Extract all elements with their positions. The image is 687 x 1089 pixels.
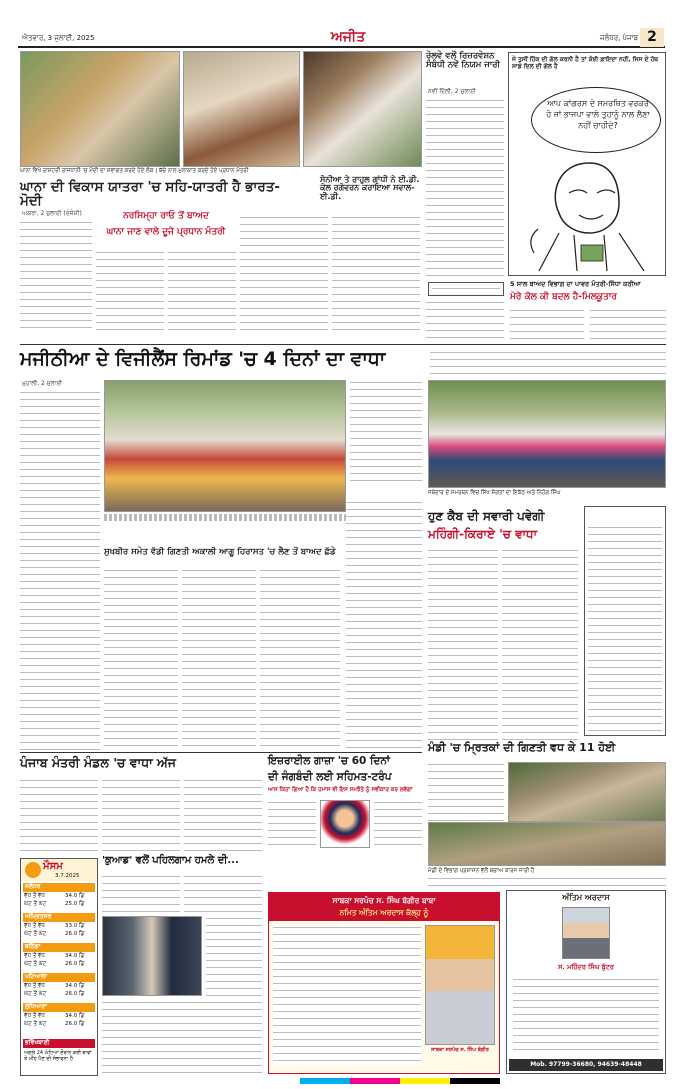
paath-ad-photo-caption: ਸਾਬਕਾ ਸਰਪੰਚ ਸ. ਸਿੰਘ ਬੱਗੀਰ [431,1047,489,1053]
city-max: 34.0 ਡਿ [65,1013,85,1019]
ghana-body-col1 [20,220,92,332]
weather-city [21,943,97,972]
antim-ad-photo [562,907,610,959]
city-name: ਲੁਧਿਆਣਾ [23,1003,95,1012]
cab-headline-1: ਹੁਣ ਕੈਬ ਦੀ ਸਵਾਰੀ ਪਵੇਗੀ [428,509,545,523]
side-note-lines [432,286,500,294]
cartoon-header: ਜੇ ਤੁਸੀਂ ਹਿੱਕ ਦੀ ਗੱਲ ਕਰਨੀ ਹੈ ਤਾਂ ਕੋਈ ਫ਼ਾਇਦਾ ਨਹੀਂ, ਜਿਸ ਦੇ ਹੱਥ ਸਾਡੇ ਦਿਲ ਦੀ ਗੱਲ ਹੈ [512,56,659,70]
majithia-right-body [430,350,666,374]
weather-city [21,973,97,1002]
photo-modi-girl [303,51,422,167]
mid-body-col4 [346,500,422,750]
mandi-headline: ਮੰਡੀ 'ਚ ਮ੍ਰਿਤਕਾਂ ਦੀ ਗਿਣਤੀ ਵਧ ਕੇ 11 ਹੋਈ [428,741,616,754]
cabinet-body-col3 [184,778,262,856]
sonia-headline: ਸੋਨੀਆ ਤੇ ਰਾਹੁਲ ਗਾਂਧੀ ਨੇ ਈ.ਡੀ. ਕੋਲ ਰਗੋਵਰਨ ਕਰਾਇਆ ਸਵਾਲ- ਈ.ਡੀ. [320,175,420,201]
city-min: 26.0 ਡਿ [65,991,85,997]
cabinet-headline: ਪੰਜਾਬ ਮੰਤਰੀ ਮੰਡਲ 'ਚ ਵਾਧਾ ਅੱਜ [20,755,176,770]
city-min: 25.0 ਡਿ [65,901,85,907]
city-max-label: ਵੱਧ ਤੋਂ ਵੱਧ [24,923,45,929]
antim-ad-body [513,977,659,1055]
narsimha-box [96,210,236,248]
city-min: 26.0 ਡਿ [65,931,85,937]
masthead [18,28,665,48]
gaza-headline-2: ਦੀ ਜੰਗਬੰਦੀ ਲਈ ਸਹਿਮਤ-ਟਰੰਪ [268,771,392,783]
cartoon-speech-bubble [531,87,661,153]
city-max-label: ਵੱਧ ਤੋਂ ਵੱਧ [24,893,45,899]
city-min-label: ਘੱਟ ਤੋਂ ਘੱਟ [24,961,47,967]
bijli-headline: ਮੇਰੇ ਕੋਲ ਕੀ ਬਦਲ ਹੈ-ਮਿਲਕੂਤਾਰ [510,292,617,302]
sonia-body-col2 [332,215,420,333]
forecast-text: ਅਗਲੇ 24 ਘੰਟਿਆਂ ਦੌਰਾਨ ਕਈ ਥਾਵਾਂ ਤੇ ਮੀਂਹ ਪੈਣ ਦੀ ਸੰਭਾਵਨਾ ਹੈ [24,1050,92,1062]
city-max: 34.0 ਡਿ [65,893,85,899]
photo-modi-child [183,51,300,167]
gaza-body-col1 [268,800,316,848]
sukhbir-body-col1 [104,568,178,750]
majithia-dateline: ਮੁਹਾਲੀ, 2 ਜੁਲਾਈ [22,380,63,387]
cartoon [508,52,666,276]
forecast-title: ਭਵਿੱਖਬਾਣੀ [23,1039,95,1048]
weather-city [21,913,97,942]
gaza-body-col2 [374,800,422,848]
mandi-caption-body [428,876,666,886]
quad-body-col1 [102,874,180,914]
gaza-subhead: ਆਸ ਕਿਹਾ ਗਿਆ ਹੈ ਕਿ ਹਮਾਸ ਵੀ ਇਸ ਸਮਝੌਤੇ ਨੂੰ ਸਵੀਕਾਰ ਕਰ ਲਵੇਗਾ [268,787,413,793]
rule-cabinet [20,752,422,753]
bijli-body-col2 [590,308,666,344]
quad-body-col2 [184,874,262,914]
color-registration-bar [300,1078,500,1084]
city-min-label: ਘੱਟ ਤੋਂ ਘੱਟ [24,1021,47,1027]
weather-title: ਮੌਸਮ [43,861,63,872]
city-name: ਜਲੰਧਰ [23,883,95,892]
paath-ad-body [273,925,421,1065]
gaza-headline-1: ਇਜ਼ਰਾਈਲ ਗਾਜ਼ਾ 'ਚ 60 ਦਿਨਾਂ [268,755,390,767]
rahul-dateline: ਨਵੀਂ ਦਿੱਲੀ, 2 ਜੁਲਾਈ [428,88,476,95]
cabinet-body-col1 [20,778,98,856]
paath-ad-title-2: ਨਮਿਤ ਅੰਤਿਮ ਅਰਦਾਸ ਕੱਲ੍ਹ ਨੂੰ [339,908,429,917]
sun-icon [25,862,41,878]
cab-headline-2: ਮਹਿੰਗੀ-ਕਿਰਾਏ 'ਚ ਵਾਧਾ [428,527,538,541]
weather-date: 3.7.2025 [55,873,80,879]
weather-city [21,883,97,912]
weather-cities [21,883,97,1033]
photo-quad-leaders [102,916,202,996]
right-brief-box [584,506,666,736]
ghana-body-col2 [96,250,164,332]
mandi-caption: ਮੰਡੀ ਦੇ ਵਿਭਾਗ ਪ੍ਰਸ਼ਾਸਨ ਵੱਲੋਂ ਬਚਾਅ ਕਾਰਜ ਜਾਰੀ ਹੈ [428,868,666,875]
city-min-label: ਘੱਟ ਤੋਂ ਘੱਟ [24,931,47,937]
ghana-headline: ਘਾਨਾ ਦੀ ਵਿਕਾਸ ਯਾਤਰਾ 'ਚ ਸਹਿ-ਯਾਤਰੀ ਹੈ ਭਾਰਤ-ਮੋਦੀ [20,179,280,210]
city-min-label: ਘੱਟ ਤੋਂ ਘੱਟ [24,901,47,907]
photo-modi-women [20,51,180,167]
cab-body-col1 [428,548,498,740]
side-note-box [428,282,504,296]
ghana-body-col3 [168,250,236,332]
narsimha-headline-2: ਘਾਨਾ ਜਾਣ ਵਾਲੇ ਦੂਜੇ ਪ੍ਰਧਾਨ ਮੰਤਰੀ [106,227,226,237]
weather-box [20,858,98,1076]
kishtwar-caption: ਜਥੇਦਾਰ ਦੇ ਸਮਰਥਨ ਵਿਚ ਸਿੱਖ ਸੰਗਤਾਂ ਦਾ ਇਕੱਠ ਅਤੇ ਨਿਹੰਗ ਸਿੰਘ [428,490,666,497]
sukhbir-headline: ਸੁਖਬੀਰ ਸਮੇਤ ਵੱਡੀ ਗਿਣਤੀ ਅਕਾਲੀ ਆਗੂ ਹਿਰਾਸਤ 'ਚ ਲੈਣ ਤੋਂ ਬਾਅਦ ਛੱਡੇ [104,547,336,557]
photo-mandi-landslide [508,762,666,822]
city-min: 26.0 ਡਿ [65,1021,85,1027]
antim-ad-phone: Mob. 97799-36680, 94639-48448 [509,1059,663,1071]
side-note-body [426,300,504,340]
antim-ad-title: ਅੰਤਿਮ ਅਰਦਾਸ [562,893,610,902]
cartoon-drawing [519,153,659,273]
city-max: 34.0 ਡਿ [65,953,85,959]
mandi-body [428,762,504,822]
rule-majithia-top [20,344,666,345]
protest-caption [104,514,346,521]
photo-mandi-wide [428,822,666,866]
city-name: ਪਟਿਆਲਾ [23,973,95,982]
bijli-body-col1 [510,308,584,344]
cab-body-col2 [502,548,578,740]
cabinet-body-col2 [102,778,180,856]
ghana-dateline: ਅਕਰਾ, 2 ਜੁਲਾਈ (ਏਜੰਸੀ) [22,210,82,217]
city-max: 33.0 ਡਿ [65,923,85,929]
city-max-label: ਵੱਧ ਤੋਂ ਵੱਧ [24,953,45,959]
antim-ad-name: ਸ. ਮਹਿੰਦਰ ਸਿੰਘ ਬੁੱਟਰ [558,963,614,971]
paath-ad-title-1: ਸਾਬਕਾ ਸਰਪੰਚ ਸ. ਸਿੰਘ ਬੱਗੀਰ ਬਾਬਾ [332,896,436,905]
photo-nihang [428,380,666,488]
right-brief-lines [588,525,662,731]
photo-protest [104,380,346,512]
city-min-label: ਘੱਟ ਤੋਂ ਘੱਟ [24,991,47,997]
paath-ad [268,892,500,1074]
city-min: 26.0 ਡਿ [65,961,85,967]
masthead-date: ਐਤਵਾਰ, 3 ਜੁਲਾਈ, 2025 [22,34,95,42]
masthead-edition: ਜਲੰਧਰ, ਪੰਜਾਬ [600,34,638,42]
bijli-kicker: 5 ਸਾਲ ਬਾਅਦ ਵਿਭਾਗ ਦਾ ਪਾਵਰ ਮੰਤਰੀ-ਸਿੱਧਾ ਕਰੀਆ [510,280,641,288]
quad-headline: 'ਕੁਆਡ' ਵਲੋਂ ਪਹਿਲਗਾਮ ਹਮਲੇ ਦੀ... [102,855,239,866]
city-name: ਅੰਮ੍ਰਿਤਸਰ [23,913,95,922]
top-photo-caption: ਘਾਨਾ ਵਿਖੇ ਰਾਸ਼ਟਰੀ ਰਾਜਧਾਨੀ 'ਚ ਮੋਦੀ ਦਾ ਸਵਾਗਤ ਕਰਦੇ ਹੋਏ ਲੋਕ | ਬੱਚੇ ਨਾਲ ਮੁਲਾਕਾਤ ਕਰਦੇ ਹੋਏ ਪ੍ਰਧਾਨ ਮੰਤਰੀ [20,168,422,175]
weather-header [21,859,97,881]
kishtwar-body [350,380,422,482]
sukhbir-body-col3 [260,568,340,750]
city-max-label: ਵੱਧ ਤੋਂ ਵੱਧ [24,1013,45,1019]
paath-ad-photo [425,925,495,1045]
masthead-logo: ਅਜੀਤ [330,29,366,45]
city-max-label: ਵੱਧ ਤੋਂ ਵੱਧ [24,983,45,989]
rahul-body [426,98,504,278]
paath-ad-header [269,893,499,921]
city-max: 34.0 ਡਿ [65,983,85,989]
majithia-body [20,390,100,750]
majithia-headline: ਮਜੀਠੀਆ ਦੇ ਵਿਜੀਲੈਂਸ ਰਿਮਾਂਡ 'ਚ 4 ਦਿਨਾਂ ਦਾ ਵਾਧਾ [20,348,386,370]
photo-trump [320,800,370,848]
sukhbir-body-col2 [182,568,256,750]
page-number: 2 [640,28,664,47]
antim-ardas-ad [506,890,666,1074]
city-name: ਬਠਿੰਡਾ [23,943,95,952]
quad-body-bottom [102,1000,262,1074]
cartoon-speech: ਆਪ ਕਾਂਗਰਸ ਦੇ ਸਮਰਥਿਤ ਵਰਕਰ ਹੋ ਜਾਂ ਭਾਜਪਾ ਵਾਲੇ ਤੁਹਾਨੂੰ ਨਾਲ ਲੈਣਾ ਨਹੀਂ ਚਾਹੀਦੇ? [546,99,650,130]
quad-body-col3 [206,916,262,996]
sonia-body-col1 [240,215,328,333]
narsimha-headline-1: ਨਰਸਿਮ੍ਹਾ ਰਾਓ ਤੋਂ ਬਾਅਦ [123,211,209,221]
rahul-headline: ਰੇਲਵੇ ਵਲੋਂ ਰਿਜ਼ਰਵੇਸ਼ਨ ਸੰਬੰਧੀ ਨਵੇਂ ਨਿਯਮ ਜਾਰੀ [426,51,501,70]
weather-city [21,1003,97,1032]
